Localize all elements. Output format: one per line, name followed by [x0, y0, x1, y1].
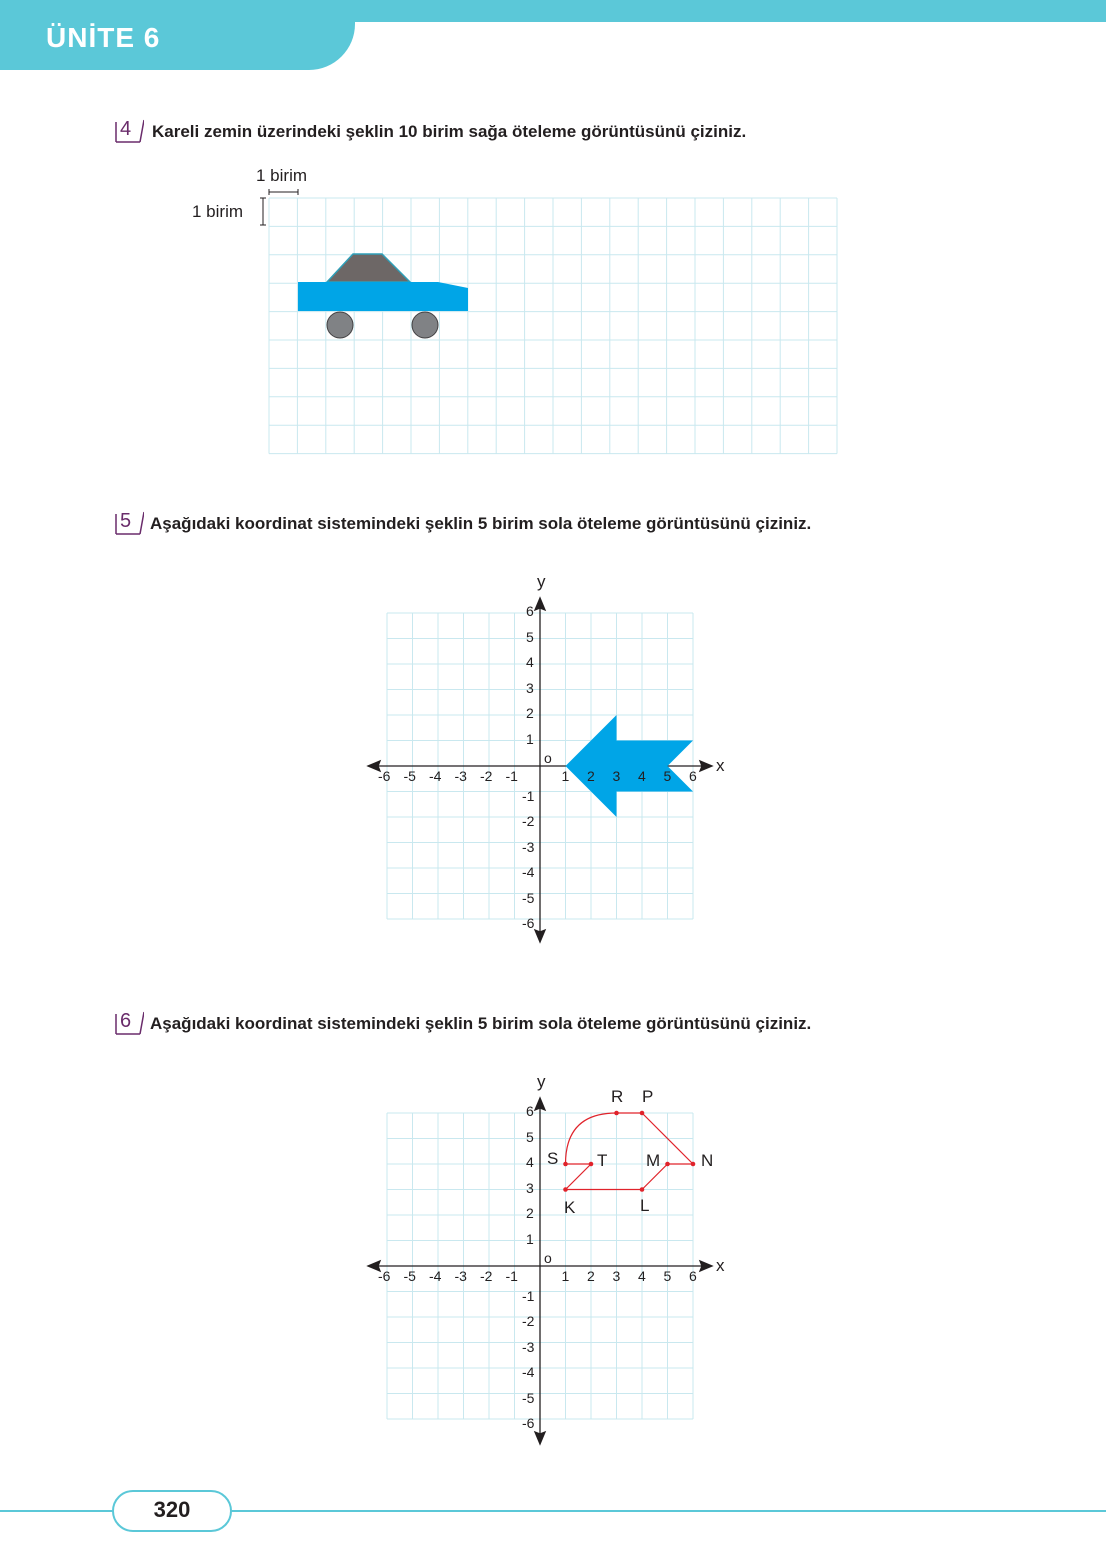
x-tick-label: 4: [638, 768, 646, 784]
y-axis-arrow-down-icon: [535, 1432, 545, 1444]
x-tick-label: -4: [429, 768, 442, 784]
y-axis-arrow-up-icon: [535, 1098, 545, 1110]
segment-k-t: [566, 1164, 592, 1190]
x-tick-label: -1: [505, 1268, 518, 1284]
vertex-m: [665, 1162, 670, 1167]
y-tick-label: -4: [522, 864, 535, 880]
x-tick-label: -2: [480, 1268, 493, 1284]
x-tick-label: -3: [454, 1268, 467, 1284]
x-tick-label: -5: [403, 768, 416, 784]
y-tick-label: 1: [526, 1230, 534, 1247]
x-axis-label: x: [716, 1256, 725, 1275]
y-tick-label: 5: [526, 628, 534, 645]
vertex-p: [640, 1111, 645, 1116]
vertex-dots: [563, 1111, 695, 1192]
x-tick-label: 3: [612, 1268, 621, 1284]
x-tick-label: -4: [429, 1268, 442, 1284]
x-tick-label: -3: [454, 768, 467, 784]
unit-vertical-label: 1 birim: [192, 202, 244, 221]
y-tick-label: -3: [522, 838, 535, 855]
y-tick-label: -6: [522, 1415, 535, 1431]
y-tick-label: -3: [522, 1338, 535, 1355]
y-tick-label: -1: [522, 1287, 535, 1304]
x-tick-label: -5: [403, 1268, 416, 1284]
x-axis-label: x: [716, 756, 725, 775]
question-5-text: Aşağıdaki koordinat sistemindeki şeklin 5 birim sola öteleme görüntüsünü çiziniz.: [150, 514, 812, 533]
y-tick-label: 6: [526, 603, 534, 619]
point-label-s: S: [547, 1149, 559, 1168]
vertex-n: [691, 1162, 696, 1167]
y-tick-label: 1: [526, 730, 534, 747]
vertex-r: [614, 1111, 619, 1116]
point-label-t: T: [597, 1151, 608, 1170]
origin-label: o: [544, 1250, 552, 1266]
x-tick-label: 1: [561, 768, 570, 784]
y-tick-label: -5: [522, 1389, 535, 1406]
x-tick-label: 5: [663, 768, 672, 784]
y-tick-label: 3: [526, 1179, 534, 1196]
axes: [368, 1098, 712, 1444]
vertex-s: [563, 1162, 568, 1167]
y-tick-label: -5: [522, 889, 535, 906]
x-tick-label: 3: [612, 768, 621, 784]
x-tick-label: -2: [480, 768, 493, 784]
y-tick-label: -2: [522, 1313, 535, 1329]
x-tick-label: 2: [587, 768, 595, 784]
question-number-text: 5: [120, 510, 132, 532]
origin-label: o: [544, 750, 552, 766]
y-tick-label: 5: [526, 1128, 534, 1145]
y-tick-label: 3: [526, 679, 534, 696]
point-label-r: R: [611, 1087, 624, 1106]
point-label-m: M: [646, 1151, 661, 1170]
question-4-text: Kareli zemin üzerindeki şeklin 10 birim sağa öteleme görüntüsünü çiziniz.: [152, 122, 747, 141]
y-tick-label: -4: [522, 1364, 535, 1380]
unit-horizontal-label: 1 birim: [256, 166, 308, 185]
point-label-l: L: [640, 1196, 650, 1215]
vertex-t: [589, 1162, 594, 1167]
point-label-k: K: [564, 1198, 576, 1217]
red-figure: [566, 1113, 694, 1190]
vertex-l: [640, 1187, 645, 1192]
y-tick-label: -2: [522, 813, 535, 829]
question-number-text: 6: [120, 1010, 132, 1032]
x-tick-label: 6: [689, 1268, 697, 1284]
page-number: 320: [153, 1497, 191, 1522]
x-axis-arrow-right-icon: [700, 1261, 712, 1271]
y-tick-label: 2: [526, 705, 534, 721]
y-tick-label: 4: [526, 1154, 534, 1170]
question-number-text: 4: [120, 118, 132, 140]
x-tick-label: -1: [505, 768, 518, 784]
question-6-text: Aşağıdaki koordinat sistemindeki şeklin 5 birim sola öteleme görüntüsünü çiziniz.: [150, 1014, 812, 1033]
y-tick-label: 6: [526, 1103, 534, 1119]
point-label-n: N: [701, 1151, 714, 1170]
x-tick-label: 6: [689, 768, 697, 784]
y-tick-label: 4: [526, 654, 534, 670]
x-tick-label: 1: [561, 1268, 570, 1284]
y-tick-label: -6: [522, 915, 535, 931]
x-tick-label: 5: [663, 1268, 672, 1284]
vertex-k: [563, 1187, 568, 1192]
x-tick-label: -6: [378, 768, 391, 784]
unit-title: ÜNİTE 6: [46, 22, 161, 53]
y-tick-label: 2: [526, 1205, 534, 1221]
x-tick-label: 4: [638, 1268, 646, 1284]
x-tick-label: 2: [587, 1268, 595, 1284]
y-axis-label: y: [537, 1072, 546, 1091]
y-tick-label: -1: [522, 787, 535, 804]
y-axis-label: y: [537, 572, 546, 591]
x-tick-label: -6: [378, 1268, 391, 1284]
point-label-p: P: [642, 1087, 654, 1106]
